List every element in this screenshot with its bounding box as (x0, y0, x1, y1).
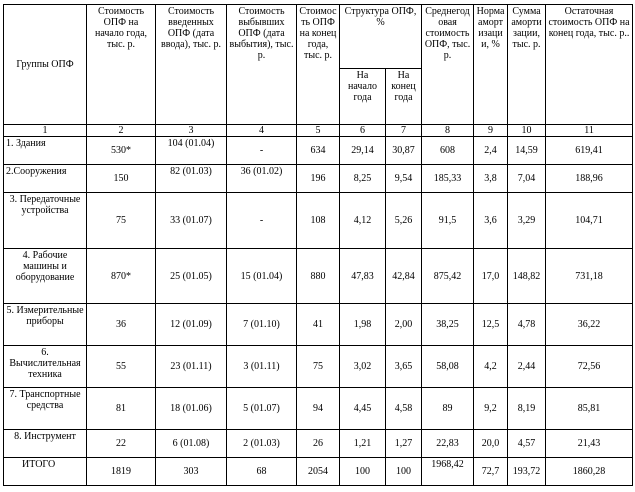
header-structure: Структура ОПФ, % (340, 5, 422, 69)
structure-start: 4,45 (340, 388, 386, 430)
depreciation-rate: 3,6 (474, 193, 508, 249)
group-name: 4. Рабочие машины и оборудование (4, 249, 87, 304)
average-value: 185,33 (422, 165, 474, 193)
column-number: 9 (474, 125, 508, 137)
header-retired-value: Стоимость выбывших ОПФ (дата выбытия), тыс. р. (227, 5, 297, 125)
column-number: 11 (546, 125, 633, 137)
group-name: 2.Сооружения (4, 165, 87, 193)
depreciation-rate: 20,0 (474, 430, 508, 458)
depreciation-sum: 14,59 (508, 137, 546, 165)
column-number: 2 (87, 125, 156, 137)
average-value: 38,25 (422, 304, 474, 346)
table-row (4, 388, 633, 430)
group-name: 1. Здания (4, 137, 87, 165)
depreciation-sum: 4,57 (508, 430, 546, 458)
header-row (4, 5, 633, 69)
total-label: ИТОГО (4, 458, 87, 486)
depreciation-rate: 3,8 (474, 165, 508, 193)
residual-value: 21,43 (546, 430, 633, 458)
average-value: 22,83 (422, 430, 474, 458)
added-value: 82 (01.03) (156, 165, 227, 193)
added-value: 25 (01.05) (156, 249, 227, 304)
group-name: 3. Передаточные устройства (4, 193, 87, 249)
total-retired-value: 68 (227, 458, 297, 486)
retired-value: 36 (01.02) (227, 165, 297, 193)
end-value: 634 (297, 137, 340, 165)
average-value: 58,08 (422, 346, 474, 388)
opf-table (3, 4, 633, 486)
structure-start: 47,83 (340, 249, 386, 304)
structure-start: 3,02 (340, 346, 386, 388)
start-value: 22 (87, 430, 156, 458)
table-row (4, 165, 633, 193)
column-number: 7 (386, 125, 422, 137)
header-structure-start: На начало года (340, 69, 386, 125)
residual-value: 619,41 (546, 137, 633, 165)
total-start-value: 1819 (87, 458, 156, 486)
structure-end: 4,58 (386, 388, 422, 430)
residual-value: 104,71 (546, 193, 633, 249)
structure-end: 2,00 (386, 304, 422, 346)
start-value: 75 (87, 193, 156, 249)
retired-value: 2 (01.03) (227, 430, 297, 458)
structure-start: 8,25 (340, 165, 386, 193)
table-row (4, 346, 633, 388)
end-value: 26 (297, 430, 340, 458)
retired-value: - (227, 193, 297, 249)
total-end-value: 2054 (297, 458, 340, 486)
end-value: 75 (297, 346, 340, 388)
depreciation-sum: 3,29 (508, 193, 546, 249)
group-name: 6. Вычислительная техника (4, 346, 87, 388)
header-average-value: Среднегодовая стоимость ОПФ, тыс. р. (422, 5, 474, 125)
table-row (4, 249, 633, 304)
column-number: 5 (297, 125, 340, 137)
residual-value: 731,18 (546, 249, 633, 304)
header-residual-value: Остаточная стоимость ОПФ на конец года, тыс. р.. (546, 5, 633, 125)
structure-end: 1,27 (386, 430, 422, 458)
residual-value: 188,96 (546, 165, 633, 193)
added-value: 12 (01.09) (156, 304, 227, 346)
end-value: 41 (297, 304, 340, 346)
residual-value: 85,81 (546, 388, 633, 430)
header-groups: Группы ОПФ (4, 5, 87, 125)
retired-value: 15 (01.04) (227, 249, 297, 304)
retired-value: 3 (01.11) (227, 346, 297, 388)
added-value: 104 (01.04) (156, 137, 227, 165)
table-row (4, 430, 633, 458)
retired-value: 5 (01.07) (227, 388, 297, 430)
start-value: 36 (87, 304, 156, 346)
depreciation-rate: 17,0 (474, 249, 508, 304)
depreciation-rate: 2,4 (474, 137, 508, 165)
structure-start: 4,12 (340, 193, 386, 249)
column-number-row (4, 125, 633, 137)
table-row (4, 304, 633, 346)
depreciation-rate: 4,2 (474, 346, 508, 388)
column-number: 1 (4, 125, 87, 137)
structure-end: 9,54 (386, 165, 422, 193)
total-row (4, 458, 633, 486)
group-name: 5. Измерительные приборы (4, 304, 87, 346)
added-value: 6 (01.08) (156, 430, 227, 458)
total-structure-end: 100 (386, 458, 422, 486)
total-depreciation-sum: 193,72 (508, 458, 546, 486)
table-row (4, 137, 633, 165)
total-added-value: 303 (156, 458, 227, 486)
start-value: 530* (87, 137, 156, 165)
structure-end: 5,26 (386, 193, 422, 249)
column-number: 3 (156, 125, 227, 137)
end-value: 94 (297, 388, 340, 430)
header-end-value: Стоимость ОПФ на конец года, тыс. р. (297, 5, 340, 125)
depreciation-sum: 4,78 (508, 304, 546, 346)
average-value: 608 (422, 137, 474, 165)
depreciation-sum: 2,44 (508, 346, 546, 388)
header-start-value: Стоимость ОПФ на начало года, тыс. р. (87, 5, 156, 125)
added-value: 18 (01.06) (156, 388, 227, 430)
header-depreciation-sum: Сумма амортизации, тыс. р. (508, 5, 546, 125)
group-name: 7. Транспортные средства (4, 388, 87, 430)
average-value: 91,5 (422, 193, 474, 249)
retired-value: - (227, 137, 297, 165)
added-value: 33 (01.07) (156, 193, 227, 249)
average-value: 875,42 (422, 249, 474, 304)
header-added-value: Стоимость введенных ОПФ (дата ввода), тыс. р. (156, 5, 227, 125)
column-number: 10 (508, 125, 546, 137)
start-value: 150 (87, 165, 156, 193)
structure-start: 1,21 (340, 430, 386, 458)
header-structure-end: На конец года (386, 69, 422, 125)
depreciation-sum: 7,04 (508, 165, 546, 193)
start-value: 870* (87, 249, 156, 304)
structure-start: 29,14 (340, 137, 386, 165)
residual-value: 72,56 (546, 346, 633, 388)
total-structure-start: 100 (340, 458, 386, 486)
header-depreciation-rate: Норма амортизации, % (474, 5, 508, 125)
depreciation-rate: 12,5 (474, 304, 508, 346)
total-average-value: 1968,42 (422, 458, 474, 486)
end-value: 108 (297, 193, 340, 249)
added-value: 23 (01.11) (156, 346, 227, 388)
group-name: 8. Инструмент (4, 430, 87, 458)
column-number: 6 (340, 125, 386, 137)
residual-value: 36,22 (546, 304, 633, 346)
structure-end: 42,84 (386, 249, 422, 304)
depreciation-sum: 8,19 (508, 388, 546, 430)
retired-value: 7 (01.10) (227, 304, 297, 346)
total-depreciation-rate: 72,7 (474, 458, 508, 486)
structure-start: 1,98 (340, 304, 386, 346)
column-number: 8 (422, 125, 474, 137)
structure-end: 3,65 (386, 346, 422, 388)
depreciation-rate: 9,2 (474, 388, 508, 430)
table-row (4, 193, 633, 249)
start-value: 81 (87, 388, 156, 430)
start-value: 55 (87, 346, 156, 388)
average-value: 89 (422, 388, 474, 430)
end-value: 196 (297, 165, 340, 193)
depreciation-sum: 148,82 (508, 249, 546, 304)
end-value: 880 (297, 249, 340, 304)
total-residual-value: 1860,28 (546, 458, 633, 486)
structure-end: 30,87 (386, 137, 422, 165)
column-number: 4 (227, 125, 297, 137)
